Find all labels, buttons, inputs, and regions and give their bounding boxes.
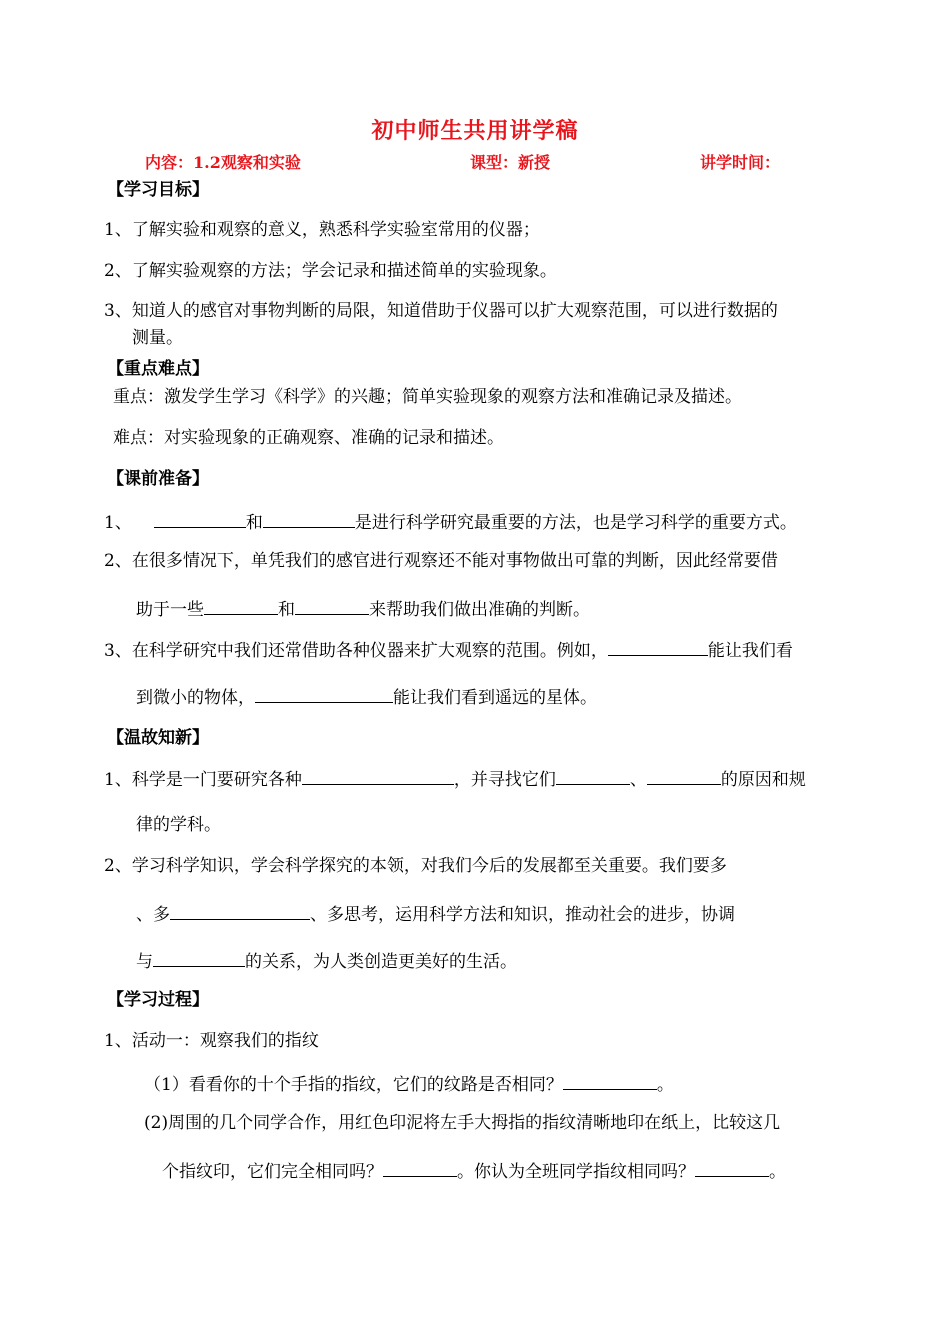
prep-q2-text-c: 来帮助我们做出准确的判断。: [369, 600, 590, 620]
goal-item-3-line1: 3、知道人的感官对事物判断的局限，知道借助于仪器可以扩大观察范围，可以进行数据的: [104, 301, 778, 321]
prep-question-1: [104, 509, 797, 535]
prep-q1-end: 是进行科学研究最重要的方法，也是学习科学的重要方式。: [354, 513, 797, 533]
review-question-2-line3: [136, 948, 517, 974]
lesson-type: 课型：新授: [470, 153, 551, 172]
review-question-2-line1: 2、学习科学知识，学会科学探究的本领，对我们今后的发展都至关重要。我们要多: [104, 856, 727, 876]
prep-q3-text-c: 到微小的物体，: [136, 688, 255, 708]
goal-item-3-line2: 测量。: [132, 328, 183, 348]
fill-blank[interactable]: [647, 766, 721, 785]
fill-blank[interactable]: [695, 1158, 769, 1177]
fill-blank[interactable]: [556, 766, 630, 785]
prep-q3-text-a: 3、在科学研究中我们还常借助各种仪器来扩大观察的范围。例如，: [104, 641, 608, 661]
step1-end: 。: [656, 1075, 674, 1095]
fill-blank[interactable]: [383, 1158, 457, 1177]
fill-blank[interactable]: [295, 596, 369, 615]
review-q2-text-d: 的关系，为人类创造更美好的生活。: [245, 952, 517, 972]
prep-q2-text-a: 助于一些: [136, 600, 204, 620]
step2-text-b: 。你认为全班同学指纹相同吗？: [457, 1162, 695, 1182]
prep-q3-text-d: 能让我们看到遥远的星体。: [393, 688, 597, 708]
fill-blank[interactable]: [263, 509, 355, 528]
section-heading-prep: 【课前准备】: [107, 469, 209, 489]
fill-blank[interactable]: [608, 637, 708, 656]
page-title: 初中师生共用讲学稿: [371, 118, 579, 144]
fill-blank[interactable]: [204, 596, 278, 615]
review-q1-text-d: 的原因和规: [720, 770, 806, 790]
review-question-1-line2: 律的学科。: [136, 815, 221, 835]
lesson-content: 内容：1.2观察和实验: [145, 153, 301, 172]
activity-1-step-2-line2: [162, 1158, 786, 1184]
fill-blank[interactable]: [153, 948, 245, 967]
review-question-2-line2: [136, 901, 735, 927]
goal-item-1: 1、了解实验和观察的意义，熟悉科学实验室常用的仪器；: [104, 220, 540, 240]
step2-text-a: 个指纹印，它们完全相同吗？: [162, 1162, 383, 1182]
fill-blank[interactable]: [170, 901, 310, 920]
review-q2-text-b: 、多思考，运用科学方法和知识，推动社会的进步，协调: [310, 905, 735, 925]
review-q1-text-c: 、: [629, 770, 647, 790]
section-heading-key-points: 【重点难点】: [107, 359, 209, 379]
key-point-difficulty: 难点：对实验现象的正确观察、准确的记录和描述。: [113, 428, 504, 448]
activity-1-title: 1、活动一：观察我们的指纹: [104, 1031, 319, 1051]
fill-blank[interactable]: [563, 1071, 657, 1090]
fill-blank[interactable]: [255, 684, 393, 703]
prep-q1-number: 1、: [104, 513, 132, 533]
step2-text-c: 。: [769, 1162, 786, 1182]
prep-q1-mid: 和: [245, 513, 263, 533]
review-question-1-line1: [104, 766, 806, 792]
prep-question-2-line1: 2、在很多情况下，单凭我们的感官进行观察还不能对事物做出可靠的判断，因此经常要借: [104, 551, 778, 571]
lesson-time: 讲学时间：: [700, 153, 781, 172]
section-heading-process: 【学习过程】: [107, 990, 209, 1010]
review-q1-text-a: 1、科学是一门要研究各种: [104, 770, 302, 790]
review-q1-text-b: ，并寻找它们: [453, 770, 556, 790]
prep-q2-text-b: 和: [278, 600, 295, 620]
prep-q3-text-b: 能让我们看: [707, 641, 793, 661]
prep-question-2-line2: [136, 596, 590, 622]
activity-1-step-2-line1: (2)周围的几个同学合作，用红色印泥将左手大拇指的指纹清晰地印在纸上，比较这几: [144, 1113, 781, 1133]
activity-1-step-1: [144, 1071, 674, 1097]
section-heading-goals: 【学习目标】: [107, 180, 209, 200]
fill-blank[interactable]: [302, 766, 454, 785]
section-heading-review: 【温故知新】: [107, 728, 209, 748]
prep-question-3-line2: [136, 684, 597, 710]
fill-blank[interactable]: [154, 509, 246, 528]
review-q2-text-a: 、多: [136, 905, 170, 925]
prep-question-3-line1: [104, 637, 793, 663]
review-q2-text-c: 与: [136, 952, 153, 972]
goal-item-2: 2、了解实验观察的方法；学会记录和描述简单的实验现象。: [104, 261, 557, 281]
key-point-focus: 重点：激发学生学习《科学》的兴趣；简单实验现象的观察方法和准确记录及描述。: [113, 387, 742, 407]
step1-text: （1）看看你的十个手指的指纹，它们的纹路是否相同？: [144, 1075, 563, 1095]
